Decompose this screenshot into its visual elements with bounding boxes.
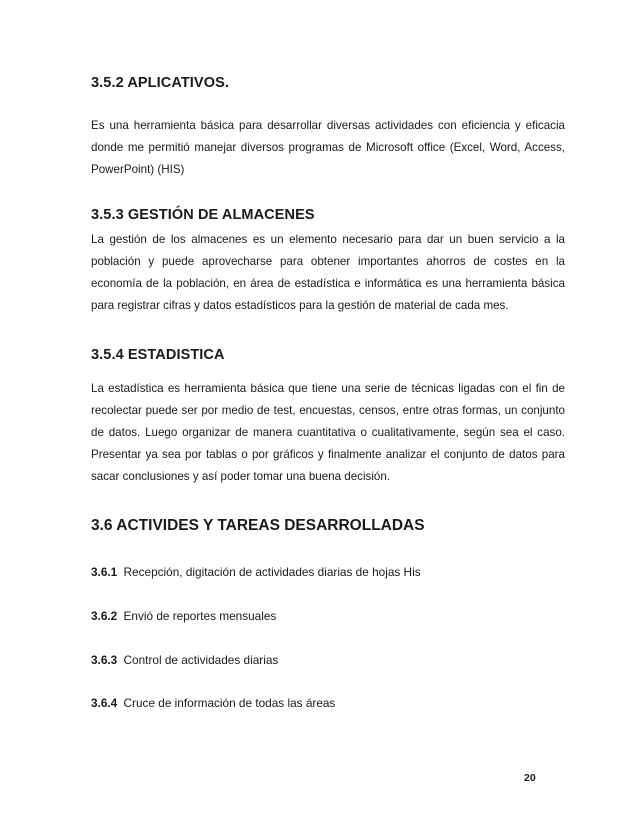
section-body-aplicativos: Es una herramienta básica para desarrollar diversas actividades con eficiencia y eficacia donde me permitió manejar diversos programas de Microsoft office (Excel, Word, Access, PowerPoint) (HIS) xyxy=(91,119,565,176)
activity-item xyxy=(91,696,565,710)
activity-item-number: 3.6.4 xyxy=(91,696,118,710)
section-heading-aplicativos: 3.5.2 APLICATIVOS. xyxy=(91,75,229,91)
activity-item-text: Control de actividades diarias xyxy=(123,653,279,667)
section-body-almacenes: La gestión de los almacenes es un elemento necesario para dar un buen servicio a la población y puede aprovecharse para obtener importantes ahorros de costes en la economía de la población, en área de estadística e informática es una herramienta básica para registrar cifras y datos estadísticos para la gestión de material de cada mes. xyxy=(91,233,565,312)
section-heading-estadistica: 3.5.4 ESTADISTICA xyxy=(91,347,225,363)
activity-item-text: Recepción, digitación de actividades diarias de hojas His xyxy=(123,565,421,579)
activity-item-text: Envió de reportes mensuales xyxy=(123,609,277,623)
activity-item xyxy=(91,653,565,667)
activity-item xyxy=(91,609,565,623)
page-number: 20 xyxy=(524,772,536,784)
activity-item-number: 3.6.2 xyxy=(91,609,118,623)
activity-item-number: 3.6.3 xyxy=(91,653,118,667)
section-heading-actividades: 3.6 ACTIVIDES Y TAREAS DESARROLLADAS xyxy=(91,517,425,534)
activity-item-text: Cruce de información de todas las áreas xyxy=(123,696,336,710)
activity-item-number: 3.6.1 xyxy=(91,565,118,579)
activity-item xyxy=(91,565,565,579)
section-heading-almacenes: 3.5.3 GESTIÓN DE ALMACENES xyxy=(91,207,315,223)
section-body-estadistica: La estadística es herramienta básica que tiene una serie de técnicas ligadas con el fin de recolectar puede ser por medio de test, encuestas, censos, entre otras formas, un conjunto de datos. Luego organizar de manera cuantitativa o cualitativamente, según sea el caso. Presentar ya sea por tablas o por gráficos y finalmente analizar el conjunto de datos para sacar conclusiones y así poder tomar una buena decisión. xyxy=(91,382,565,483)
